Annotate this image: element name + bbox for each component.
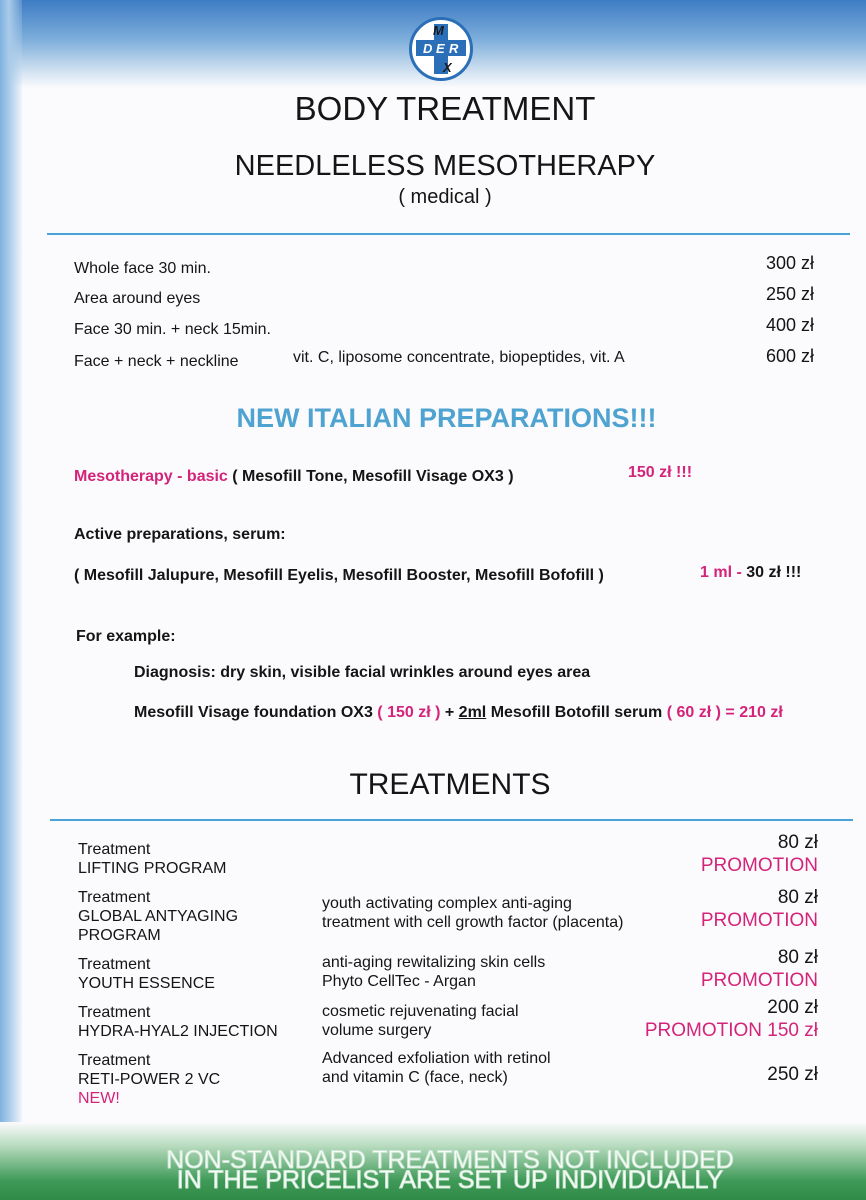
treatment-price: [620, 886, 818, 932]
treatment-label: Treatment: [78, 956, 151, 973]
example-price: ( 150 zł ): [377, 704, 441, 721]
description-line: cosmetic rejuvenating facial: [322, 1003, 519, 1020]
treatment-item: [78, 1003, 278, 1041]
example-label: For example:: [76, 628, 176, 645]
treatment-description: [322, 1002, 519, 1040]
basic-price: 150 zł !!!: [628, 464, 693, 481]
description-line: youth activating complex anti-aging: [322, 895, 572, 912]
treatment-label: Treatment: [78, 1052, 151, 1069]
treatment-name: YOUTH ESSENCE: [78, 975, 215, 992]
treatment-name: RETI-POWER 2 VC: [78, 1071, 221, 1088]
derma-logo: [409, 17, 473, 81]
treatment-item: [78, 888, 238, 945]
example-text: Mesofill Botofill serum: [486, 704, 667, 721]
treatment-label: Treatment: [78, 841, 151, 858]
example-total: ( 60 zł ) = 210 zł: [666, 704, 783, 721]
price-row-label: Face 30 min. + neck 15min.: [74, 321, 271, 338]
treatment-name: GLOBAL ANTYAGING: [78, 908, 239, 925]
new-badge: NEW!: [78, 1090, 120, 1107]
logo-letter: X: [443, 60, 452, 75]
footer-line: IN THE PRICELIST ARE SET UP INDIVIDUALLY: [176, 1166, 724, 1194]
treatment-name: PROGRAM: [78, 927, 161, 944]
treatment-name: HYDRA-HYAL2 INJECTION: [78, 1023, 278, 1040]
treatment-price: [620, 831, 818, 877]
price-row-value: 600 zł: [765, 346, 814, 366]
logo-letter: M: [433, 23, 444, 38]
treatment-label: Treatment: [78, 1004, 151, 1021]
logo-letter: D: [423, 41, 433, 56]
footer-line: NON-STANDARD TREATMENTS NOT INCLUDED: [166, 1146, 734, 1174]
promotion: PROMOTION 150 zł: [644, 1020, 818, 1041]
italian-heading: NEW ITALIAN PREPARATIONS!!!: [236, 403, 657, 433]
divider: [50, 819, 853, 821]
price-row-label: Face + neck + neckline: [74, 353, 239, 370]
treatment-price: [600, 996, 818, 1042]
description-line: treatment with cell growth factor (placenta): [322, 914, 624, 931]
section-subtitle: ( medical ): [398, 186, 492, 208]
price: 80 zł: [777, 832, 818, 853]
treatments-title: TREATMENTS: [349, 768, 551, 801]
active-price: [700, 564, 801, 582]
price: 80 zł: [777, 887, 818, 908]
promotion: PROMOTION: [700, 855, 818, 876]
active-label: Active preparations, serum:: [74, 526, 286, 543]
price-row-label: Whole face 30 min.: [74, 260, 211, 277]
treatment-description: [322, 894, 623, 932]
example-text: +: [440, 704, 459, 721]
treatment-item: [78, 1051, 220, 1108]
description-line: Advanced exfoliation with retinol: [322, 1050, 551, 1067]
footer-note: [0, 1146, 866, 1194]
promotion: PROMOTION: [700, 910, 818, 931]
active-products: ( Mesofill Jalupure, Mesofill Eyelis, Mesofill Booster, Mesofill Bofofill ): [74, 567, 604, 584]
treatment-price: [620, 946, 818, 992]
price-row-note: vit. C, liposome concentrate, biopeptides, vit. A: [293, 349, 625, 366]
mesotherapy-basic-line: [74, 468, 514, 486]
active-price-value: 30 zł !!!: [746, 564, 802, 581]
treatment-item: [78, 955, 215, 993]
treatment-description: [322, 1049, 551, 1087]
active-price-unit: 1 ml -: [700, 564, 747, 581]
logo-letter: R: [449, 41, 459, 56]
example-calculation: [134, 704, 783, 722]
price: 80 zł: [777, 947, 818, 968]
price: 250 zł: [767, 1064, 818, 1085]
section-title-mesotherapy: NEEDLELESS MESOTHERAPY: [234, 150, 656, 182]
page-title: BODY TREATMENT: [294, 90, 596, 127]
logo-letter: E: [436, 41, 445, 56]
example-text: Mesofill Visage foundation OX3: [134, 704, 378, 721]
treatment-price: [620, 1063, 818, 1086]
description-line: anti-aging rewitalizing skin cells: [322, 954, 546, 971]
price-row-value: 250 zł: [765, 284, 814, 304]
promotion: PROMOTION: [700, 970, 818, 991]
treatment-label: Treatment: [78, 889, 151, 906]
divider: [47, 233, 850, 235]
price: 200 zł: [767, 997, 818, 1018]
price-row-value: 400 zł: [765, 315, 814, 335]
description-line: volume surgery: [322, 1022, 432, 1039]
basic-products: ( Mesofill Tone, Mesofill Visage OX3 ): [232, 468, 514, 485]
price-row-label: Area around eyes: [74, 290, 201, 307]
basic-label: Mesotherapy - basic: [74, 468, 228, 485]
treatment-description: [322, 953, 545, 991]
diagnosis: Diagnosis: dry skin, visible facial wrinkles around eyes area: [134, 664, 591, 681]
treatment-name: LIFTING PROGRAM: [78, 860, 227, 877]
price-row-value: 300 zł: [765, 253, 814, 273]
treatment-item: [78, 840, 226, 878]
example-text: 2ml: [458, 704, 487, 721]
description-line: and vitamin C (face, neck): [322, 1069, 508, 1086]
description-line: Phyto CellTec - Argan: [322, 973, 476, 990]
